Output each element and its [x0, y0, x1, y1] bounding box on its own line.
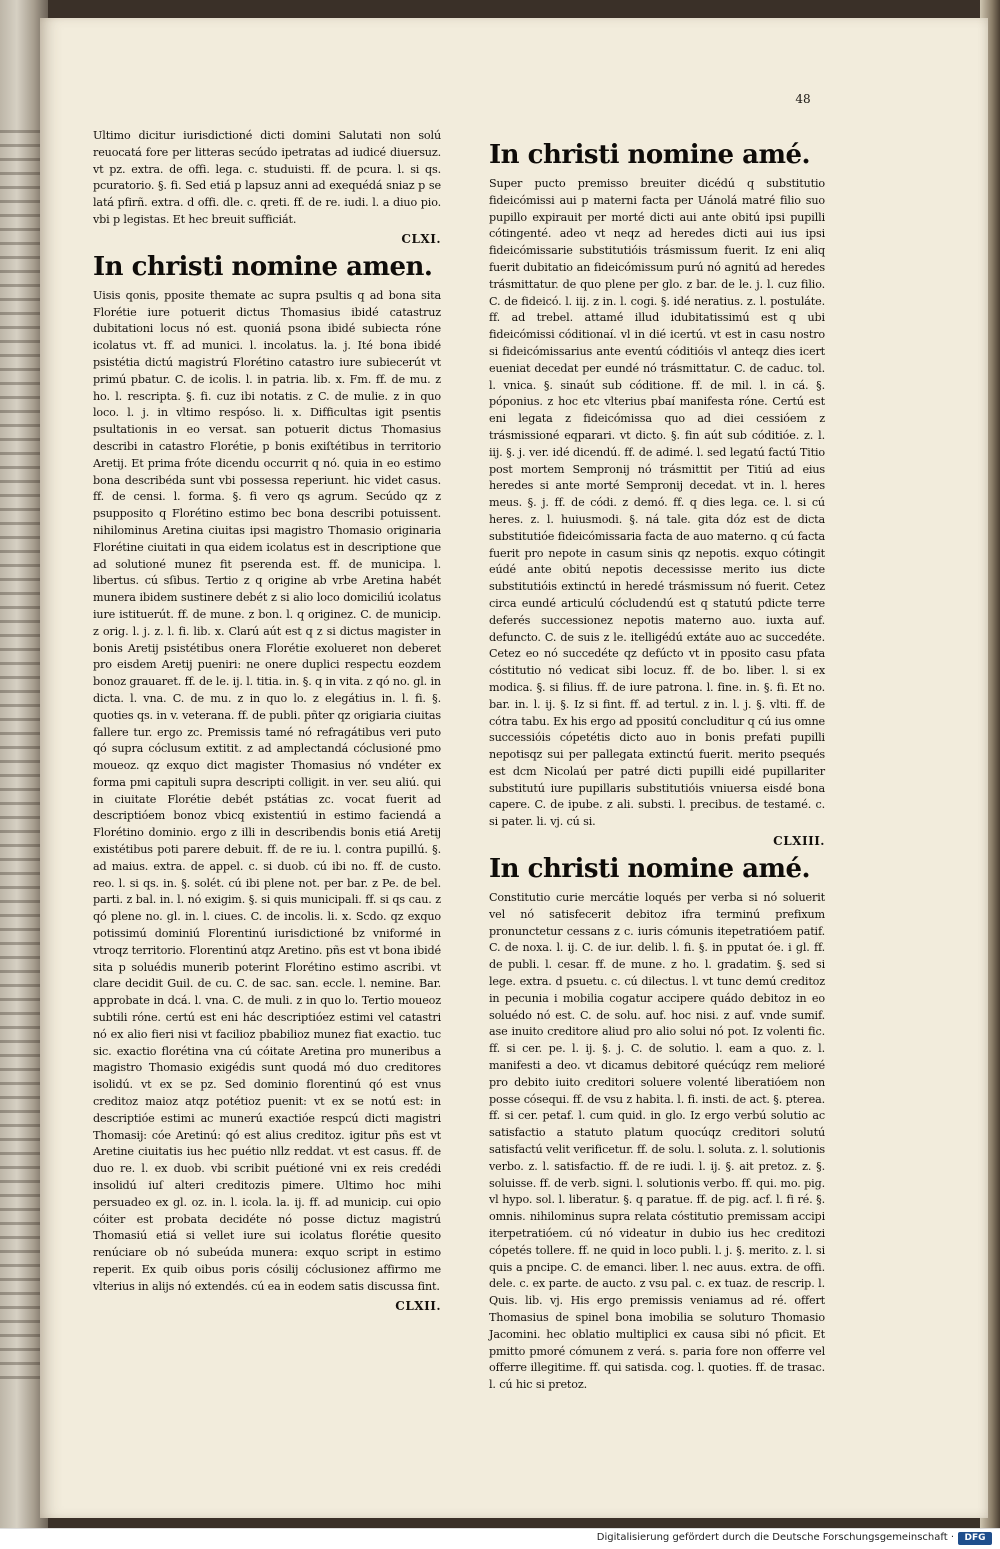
section-heading: In christi nomine amé. [489, 854, 811, 885]
left-column [93, 128, 441, 1315]
section-heading: In christi nomine amen. [93, 251, 433, 282]
section-heading: In christi nomine amé. [489, 140, 811, 170]
dfg-logo: DFG [958, 1532, 992, 1545]
left-page-bleed-text [0, 130, 40, 1380]
section-number: CLXII. [395, 1298, 441, 1313]
right-column [489, 136, 825, 1394]
body-paragraph: Constitutio curie mercátie loqués per verba si nó soluerit vel nó satisfecerit debitoz ifra terminú prefixum pronunctetur cessans z c. iuris cómunis itepetratióem patif. C. de noxa. l. ij. C. de iur. delib. l. fi. §. in pputat óe. i gl. ff. de publi. l. cesar. ff. de mune. z ho. l. gradatim. §. sed si lege. extra. d psuetu. c. cú dilectus. l. vt tunc demú creditoz in pecunia i mobilia cogatur accipere quádo debitoz in eo soluédo nó est. C. de solu. auf. hoc nisi. z auf. vnde sumif. ase inuito creditore aliud pro alio solui nó pot. Iz volenti fic. ff. si cer. pe. l. ij. §. j. C. de solutio. l. eam a quo. z. l. manifesti a deo. vt dicamus debitoré quécúqz rem melioré pro debito iuito creditori soluere volenté liberatióem non posse cósequi. ff. de vsu z habita. l. fi. insti. de act. §. pterea. ff. si cer. petaf. l. cum quid. in glo. Iz ergo verbú solutio ac satisfactio a statuto platum quocúqz creditori solutú satisfactú velit verificetur. ff. de solu. l. soluta. z. l. solutionis verbo. z. l. satisfactio. ff. de re iudi. l. ij. §. ait pretoz. z. §. soluisse. ff. de verb. signi. l. solutionis verbo. ff. qui. mo. pig. vl hypo. sol. l. liberatur. §. q paratue. ff. de pig. acf. l. fi ré. §. omnis. nihilominus supra relata cóstitutio premissam accipi iterpetratióem. cú nó videatur in dubio ius hec creditozi cópetés tollere. ff. ne quid in loco publi. l. j. §. merito. z. l. si quis a pncipe. C. de emanci. liber. l. nec auus. extra. de offi. dele. c. ex parte. de aucto. z vsu pal. c. ex tuaz. de rescrip. l. Quis. lib. vj. His ergo premissis veniamus ad ré. offert Thomasius de spinel bona imobilia se soluturo Thomasio Jacomini. hec oblatio multiplici ex causa sibi nó pficit. Et pmitto pmoré cómunem z verá. s. paria fore non offerre vel offerre illegitime. ff. qui satisda. cog. l. quoties. ff. de trasac. l. cú hic si pretoz. [489, 891, 825, 1392]
body-paragraph: Super pucto premisso breuiter dicédú q substitutio fideicómissi aui p materni facta per Uánolá matré filio suo pupillo expirauit per morté dicti aui ante obitú ipsi pupilli cótingenté. adeo vt neqz ad heredes dicti aui ius ipsi fideicómissarie substitutióis trásmissum fuerit. Iz eni aliq fuerit dubitatio an fideicómissum purú nó agnitú ad heredes trásmittatur. de quo plene per glo. z bar. de le. j. l. cuz filio. C. de fideicó. l. iij. z in. l. cogi. §. idé neratius. z. l. postuláte. ff. ad trebel. attamé illud idubitatissimú est q ubi fideicómissi códitionaí. vl in dié icertú. vt est in casu nostro si fideicómissarius ante eventú códitióis vl anteqz dies icert eueniat decedat per eundé nó trásmittatur. C. de caduc. tol. l. vnica. §. sinaút sub códitione. ff. de mil. l. in cá. §. póponius. z hoc etc vlterius pbaí manifesta róne. Certú est eni legata z fideicómissa quo ad diei cessióem z trásmissioné eqparari. vt dicto. §. fin aút sub códitióe. z. l. iij. §. j. ver. idé dicendú. ff. de adimé. l. sed legatú factú Titio post mortem Sempronij nó trásmittit per Titiú ad eius heredes si ante morté Sempronij decedat. vt in. l. heres meus. §. j. ff. de códi. z demó. ff. q dies lega. ce. l. si cú heres. z. l. huiusmodi. §. ná tale. gita dóz est de dicta substitutióe fideicómissaria facta de auo materno. q cú facta fuerit pro nepote in casum sinis qz nepotis. exquo cótingit eúdé ante obitú nepotis decessisse merito ius dicte substitutióis extinctú in heredé trásmissum nó fuerit. Cetez circa eundé articulú cócludendú est q statutú pdicte terre deferés successionez nepotis materno auo. iuxta auf. defuncto. C. de suis z le. itelligédú extáte auo ac succedéte. Cetez eo nó succedéte qz defúcto vt in pposito casu pfata cóstitutio nó vedicat sibi locuz. ff. de bo. liber. l. si ex modica. §. si filius. ff. de iure patrona. l. fine. in. §. fi. Et no. bar. in. l. ij. §. Iz si fint. ff. ad tertul. z in. l. j. §. vlti. ff. de cótra tabu. Ex his ergo ad ppositú concluditur q cú ius omne successióis cópetétis dicto auo in bonis prefati pupilli nepotisqz sui per pallegata extinctú fuerit. merito psequés est dcm Nicolaú per patré dicti pupilli eidé pupillariter substitutú iure pupillaris substitutióis vniuersa eisdé bona capere. C. de ipube. z ali. substi. l. precibus. de testamé. c. si pater. li. vj. cú si. [489, 177, 825, 829]
funding-credit: Digitalisierung gefördert durch die Deutsche Forschungsgemeinschaft · [596, 1532, 954, 1543]
credit-bar [0, 1528, 1000, 1549]
folio-number: 48 [795, 92, 811, 106]
section-number: CLXI. [401, 231, 441, 246]
section-number: CLXIII. [773, 834, 825, 849]
body-paragraph: Uisis qonis, pposite themate ac supra psultis q ad bona sita Florétie iure potuerit dictus Thomasius ibidé catastruz dubitationi locus nó est. quoniá psona ibidé subiecta róne icolatus vt. ff. ad munici. l. incolatus. la. j. Ité bona ibidé psistétia dictú magistrú Florétino catastro iure subiecerút vt primú pbatur. C. de icolis. l. in patria. lib. x. Fm. ff. de mu. z ho. l. rescripta. §. fi. cuz ibi notatis. z C. de mulie. z in quo loco. l. j. in vltimo respóso. li. x. Difficultas igit psentis psultationis in eo versat. san potuerit dictus Thomasius describi in catastro Florétie, p bonis exiſtétibus in territorio Aretij. Et prima fróte dicendu occurrit q nó. quia in eo estimo bona describéda sunt vbi possessa reperiunt. hic videt casus. ff. de censi. l. forma. §. fi vero qs agrum. Secúdo qz z psupposito q Florétino estimo bec bona describi potuissent. nihilominus Aretina ciuitas ipsi magistro Thomasio originaria Florétine ciuitati in qua eidem icolatus est in descriptione que ad solutioné munez fit pserenda est. ff. de municipa. l. libertus. cú sſibus. Tertio z q origine ab vrbe Aretina habét munera ibidem sustinere debét z si alio loco domiciliú icolatus iure istituerút. ff. de mune. z bon. l. q originez. C. de municip. z orig. l. j. z. l. fi. lib. x. Clarú aút est q z si dictus magister in bonis Aretij psistétibus onera Florétie exolueret non deberet pro eisdem Aretij pueniri: ne onere duplici respectu eozdem bonoz grauaret. ff. de le. ij. l. titia. in. §. q in vita. z qó no. gl. in dicta. l. vna. C. de mu. z in quo lo. z elegátius in. l. fi. §. quoties qs. in v. veterana. ff. de publi. pñter qz origiaria ciuitas fallere tur. ergo zc. Premissis tamé nó refragátibus veri puto qó supra cóclusum extitit. z ad amplectandá cóclusioné pmo moueoz. qz exquo dict magister Thomasius nó vndéter ex forma pmi capituli supra descripti colligit. in ver. seu aliú. qui in ciuitate Florétie debét pstátias zc. vocat fuerit ad descriptióem bonoz vbicq existentiú in estimo faciendá a Florétino dominio. ergo z illi in describendis bonis etiá Aretij existétibus poti parere debuit. ff. de re iu. l. contra pupillú. §. ad maius. extra. de appel. c. si duob. cú ibi no. ff. de custo. reo. l. si qs. in. §. solét. cú ibi plene not. per bar. z Pe. de bel. parti. z bal. in. l. nó exigim. §. si quis municipali. ff. si qs cau. z qó plene no. gl. in. l. ciues. C. de incolis. li. x. Scdo. qz exquo potissimú dominiú Florentinú iurisdictioné bz vniformé in vtroqz territorio. Florentinú atqz Aretino. pñs est vt bona ibidé sita p soluédis munerib poterint Florétino estimo ascribi. vt clare decidit Guil. de cu. C. de sac. san. eccle. l. nemine. Bar. approbate in dcá. l. vna. C. de muli. z in quo lo. Tertio moueoz subtili róne. certú est eni hác descriptióez estimi vel catastri nó ex alio fieri nisi vt facilioz pbabilioz munez fiat exactio. tuc sic. exactio florétina vna cú cóitate Aretina pro muneribus a magistro Thomasio exigédis sunt quodá mó duo creditores isolidú. vt ex se pz. Sed dominio florentinú qó est vnus creditoz maioz atqz potétioz puenit: vt ex se notú est: in descriptióe estimi ac munerú exactióe respcú dicti magistri Thomasij: cóe Aretinú: qó est alius creditoz. igitur pñs est vt Aretine ciuitatis ius hec puétio nllz reddat. vt est casus. ff. de duo re. l. ex duob. vbi scribit puétioné vni ex reis credédi insolidú iuſ alteri creditozis pimere. Ultimo hoc mihi persuadeo ex gl. oz. in. l. icola. la. ij. ff. ad municip. cui opio cóiter est probata decidéte nó posse dictuz magistrú Thomasiú etiá si vellet iure sui icolatus florétie quesito renúciare ob nó subeúda munera: exquo script in estimo reperit. Ex quib oibus poris cósilij cóclusionez affirmo me vlterius in alijs nó extendés. cú ea in eodem satis discussa fint. [93, 288, 441, 1293]
intro-paragraph: Ultimo dicitur iurisdictioné dicti domini Salutati non solú reuocatá fore per litteras secúdo ipetratas ad iudicé diuersuz. vt pz. extra. de offi. lega. c. studuisti. ff. de pcura. l. si qs. pcuratorio. §. fi. Sed etiá p lapsuz anni ad exequédá sniaz p se latá pfirñ. extra. d offi. dle. c. qreti. ff. de re. iudi. l. a diuo pio. vbi p legistas. Et hec breuit sufficiát. [93, 129, 441, 226]
